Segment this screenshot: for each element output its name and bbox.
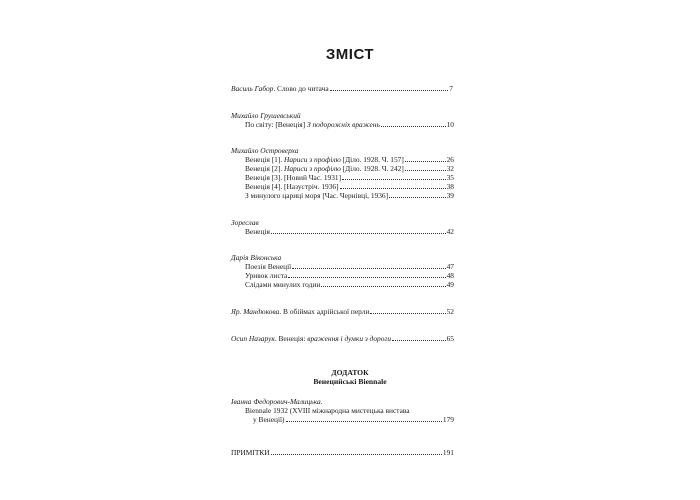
page-number: 35: [446, 173, 454, 182]
entry-title: Поезія Венеції: [245, 262, 292, 271]
toc-entry-ostroverkha-2: [245, 164, 454, 173]
entry-source: [Діло. 1928. Ч. 157]: [340, 155, 404, 164]
entry-title: ПРИМІТКИ: [231, 448, 270, 457]
entry-subtitle: З подорожніх вражень: [306, 120, 380, 129]
entry-source: [Діло. 1928. Ч. 242]: [340, 164, 404, 173]
leader-dots: [271, 454, 442, 455]
leader-dots: [370, 313, 445, 314]
leader-dots: [292, 268, 445, 269]
entry-title: у Венеції): [253, 415, 285, 424]
leader-dots: [288, 277, 445, 278]
appendix-heading: ДОДАТОК: [331, 368, 369, 377]
entry-author: Яр. Мандюкова: [231, 307, 280, 316]
entry-title: Венеція [3]. [Новий Час. 1931]: [245, 173, 342, 182]
page-number: 52: [446, 307, 454, 316]
toc-entry-hrushevsky-1: [245, 120, 454, 129]
entry-title: По світу: [Венеція]: [245, 120, 307, 129]
entry-title: Слідами минулих годин: [245, 280, 321, 289]
toc-entry-vikonska-1: [245, 262, 454, 271]
page-number: 48: [446, 271, 454, 280]
entry-subtitle: Нариси з профілю: [284, 164, 341, 173]
page-number: 38: [446, 182, 454, 191]
toc-entry-ostroverkha-4: [245, 182, 454, 191]
entry-title: . Слово до читача: [273, 84, 329, 93]
entry-author: Осип Назарук: [231, 334, 275, 343]
toc-entry-notes: [231, 448, 454, 457]
page-number: 42: [446, 227, 454, 236]
page-number: 65: [446, 334, 454, 343]
leader-dots: [286, 421, 442, 422]
toc-entry-ostroverkha-3: [245, 173, 454, 182]
author-hrushevsky: Михайло Грушевський: [231, 111, 301, 120]
leader-dots: [389, 197, 446, 198]
toc-entry-ostroverkha-1: [245, 155, 454, 164]
leader-dots: [330, 90, 449, 91]
entry-title: Венеція [4]. [Назустріч. 1936]: [245, 182, 339, 191]
leader-dots: [405, 170, 446, 171]
leader-dots: [405, 161, 446, 162]
page-number: 39: [446, 191, 454, 200]
author-fedorovych-malytska: Іванна Федорович-Малицька.: [231, 397, 323, 406]
page-number: 191: [442, 448, 454, 457]
page-number: 26: [446, 155, 454, 164]
toc-entry-mandiukova: [231, 307, 454, 316]
toc-entry-appendix: [253, 415, 454, 424]
author-vikonska: Дарія Віконська: [231, 253, 282, 262]
page-title: ЗМІСТ: [325, 46, 375, 63]
page-number: 7: [449, 84, 453, 93]
page-number: 47: [446, 262, 454, 271]
toc-entry-zoreslav-1: [245, 227, 454, 236]
entry-subtitle: Нариси з профілю: [284, 155, 341, 164]
leader-dots: [340, 188, 446, 189]
author-zoreslav: Зореслав: [231, 218, 259, 227]
page-number: 179: [442, 415, 454, 424]
toc-entry-ostroverkha-5: [245, 191, 454, 200]
entry-subtitle: враження і думки з дороги: [307, 334, 392, 343]
entry-title: Уривок листа: [245, 271, 288, 280]
entry-title: . В обіймах адрійської перли: [279, 307, 370, 316]
page-number: 10: [446, 120, 454, 129]
toc-entry-gabor: [231, 84, 453, 93]
entry-title: З минулого цариці моря [Час. Чернівці, 1936]: [245, 191, 389, 200]
appendix-entry-line-1: Biennale 1932 (XVIII міжнародна мистецька вистава: [245, 406, 410, 415]
entry-author: Василь Габор: [231, 84, 274, 93]
leader-dots: [271, 233, 446, 234]
toc-entry-nazaruk: [231, 334, 454, 343]
appendix-subheading: Венецийські Biennale: [313, 377, 387, 386]
leader-dots: [392, 340, 446, 341]
toc-entry-vikonska-2: [245, 271, 454, 280]
entry-title: . Венеція:: [274, 334, 308, 343]
page-number: 49: [446, 280, 454, 289]
entry-title: Венеція: [245, 227, 270, 236]
entry-title: Венеція [2].: [245, 164, 285, 173]
leader-dots: [342, 179, 446, 180]
entry-title: Венеція [1].: [245, 155, 285, 164]
page-number: 32: [446, 164, 454, 173]
leader-dots: [321, 286, 445, 287]
leader-dots: [381, 126, 446, 127]
author-ostroverkha: Михайло Островерха: [231, 146, 299, 155]
toc-entry-vikonska-3: [245, 280, 454, 289]
